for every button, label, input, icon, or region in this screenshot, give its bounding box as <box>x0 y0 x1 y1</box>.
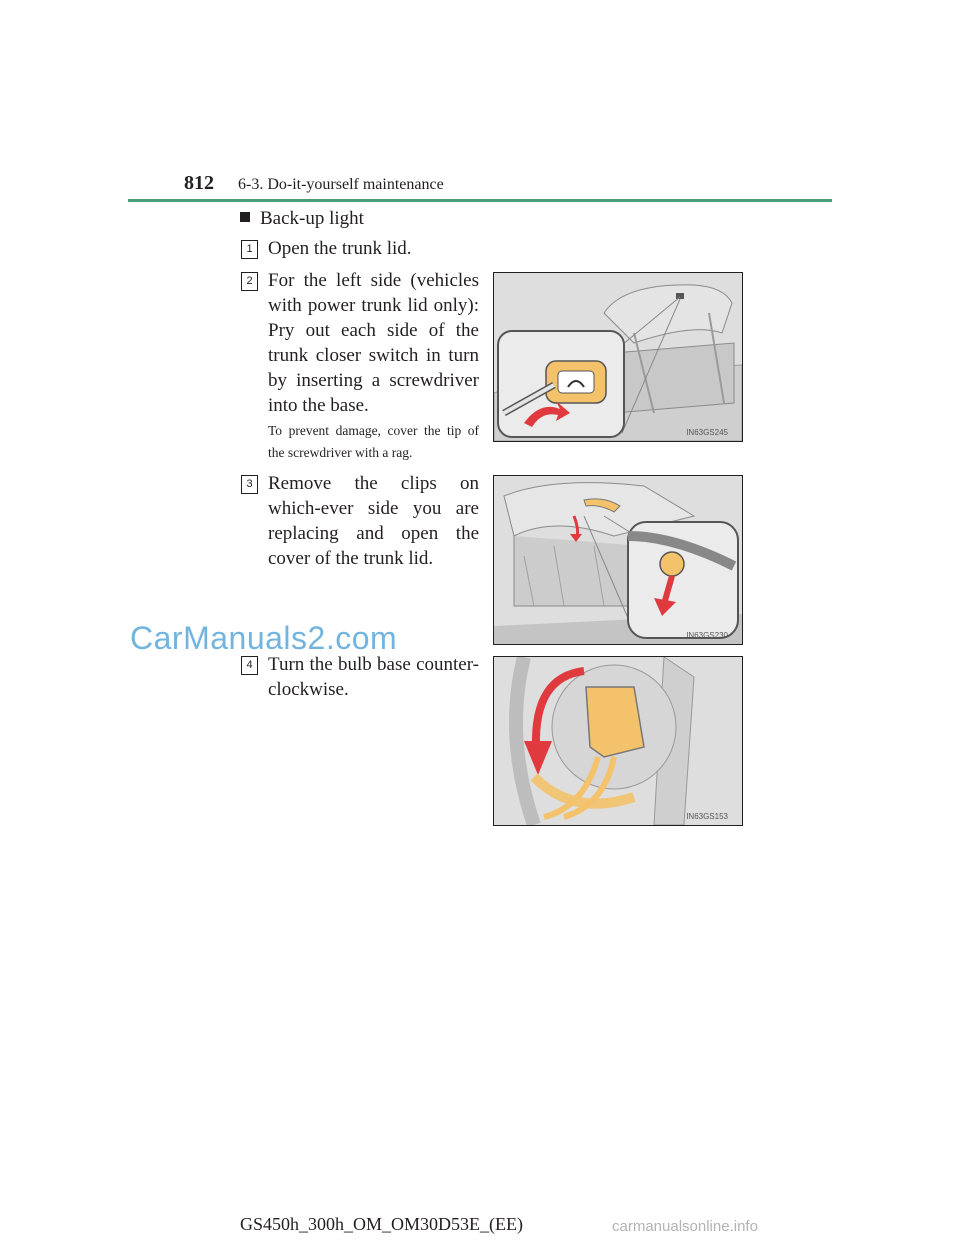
page-number: 812 <box>184 172 214 194</box>
trunk-lid-cover-illustration <box>494 476 742 644</box>
step-number-3: 3 <box>241 475 258 494</box>
footer-document-code: GS450h_300h_OM_OM30D53E_(EE) <box>240 1214 523 1234</box>
section-title: 6-3. Do-it-yourself maintenance <box>238 176 444 193</box>
bulb-base-illustration <box>494 657 742 825</box>
figure-code: IN63GS230 <box>686 631 728 640</box>
figure-bulb-base <box>493 656 743 826</box>
figure-code: IN63GS153 <box>686 812 728 821</box>
figure-trunk-lid-cover <box>493 475 743 645</box>
figure-code: IN63GS245 <box>686 428 728 437</box>
square-bullet-icon <box>240 212 250 222</box>
step-2-note: To prevent damage, cover the tip of the screwdriver with a rag. <box>268 423 479 460</box>
step-number-1: 1 <box>241 240 258 259</box>
step-4-text: Turn the bulb base counter-clockwise. <box>268 654 479 700</box>
step-number-4: 4 <box>241 656 258 675</box>
step-3-text: Remove the clips on which-ever side you are replacing and open the cover of the trunk lid. <box>268 473 479 569</box>
step-2-text: For the left side (vehicles with power trunk lid only): Pry out each side of the trunk closer switch in turn by inserting a screwdriver into the base. <box>268 270 479 416</box>
watermark-carmanualsonline: carmanualsonline.info <box>612 1218 758 1235</box>
figure-trunk-closer-switch <box>493 272 743 442</box>
step-number-2: 2 <box>241 272 258 291</box>
subheading <box>240 208 364 230</box>
subheading-text: Back-up light <box>260 208 364 229</box>
header-rule <box>128 199 832 202</box>
trunk-switch-illustration <box>494 273 742 441</box>
watermark-carmanuals2: CarManuals2.com <box>130 620 398 656</box>
step-1-text: Open the trunk lid. <box>268 238 412 259</box>
